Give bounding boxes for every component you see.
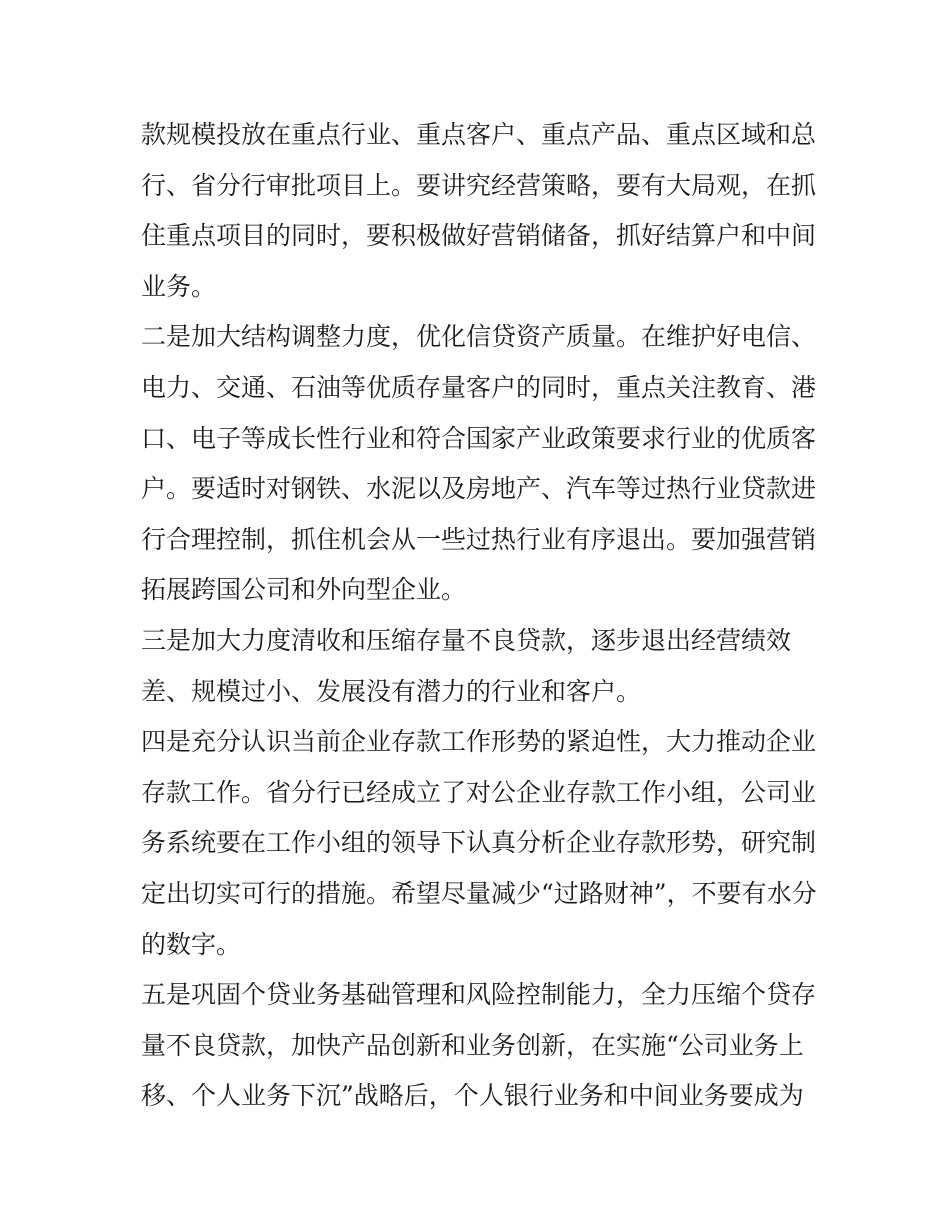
text-line: 量不良贷款，加快产品创新和业务创新，在实施“公司业务上 bbox=[141, 1030, 804, 1060]
text-line: 五是巩固个贷业务基础管理和风险控制能力，全力压缩个贷存 bbox=[141, 980, 817, 1010]
text-line: 移、个人业务下沉”战略后，个人银行业务和中间业务要成为 bbox=[141, 1081, 804, 1111]
text-line: 户。要适时对钢铁、水泥以及房地产、汽车等过热行业贷款进 bbox=[141, 474, 817, 504]
text-line: 口、电子等成长性行业和符合国家产业政策要求行业的优质客 bbox=[141, 423, 817, 453]
text-line: 差、规模过小、发展没有潜力的行业和客户。 bbox=[141, 676, 642, 706]
text-line: 拓展跨国公司和外向型企业。 bbox=[141, 575, 467, 605]
text-line: 行、省分行审批项目上。要讲究经营策略，要有大局观，在抓 bbox=[141, 170, 817, 200]
text-line: 住重点项目的同时，要积极做好营销储备，抓好结算户和中间 bbox=[141, 221, 817, 251]
text-line: 定出切实可行的措施。希望尽量减少“过路财神”，不要有水分 bbox=[141, 878, 817, 908]
text-line: 行合理控制，抓住机会从一些过热行业有序退出。要加强营销 bbox=[141, 524, 817, 554]
document-body bbox=[141, 110, 821, 1122]
text-line: 二是加大结构调整力度，优化信贷资产质量。在维护好电信、 bbox=[141, 322, 817, 352]
text-line: 款规模投放在重点行业、重点客户、重点产品、重点区域和总 bbox=[141, 120, 817, 149]
text-line: 的数字。 bbox=[141, 929, 242, 959]
text-line: 存款工作。省分行已经成立了对公企业存款工作小组，公司业 bbox=[141, 777, 817, 807]
text-line: 业务。 bbox=[141, 271, 217, 301]
text-line: 四是充分认识当前企业存款工作形势的紧迫性，大力推动企业 bbox=[141, 727, 817, 757]
text-line: 三是加大力度清收和压缩存量不良贷款，逐步退出经营绩效 bbox=[141, 625, 792, 655]
text-line: 务系统要在工作小组的领导下认真分析企业存款形势，研究制 bbox=[141, 828, 817, 858]
text-line: 电力、交通、石油等优质存量客户的同时，重点关注教育、港 bbox=[141, 372, 817, 402]
